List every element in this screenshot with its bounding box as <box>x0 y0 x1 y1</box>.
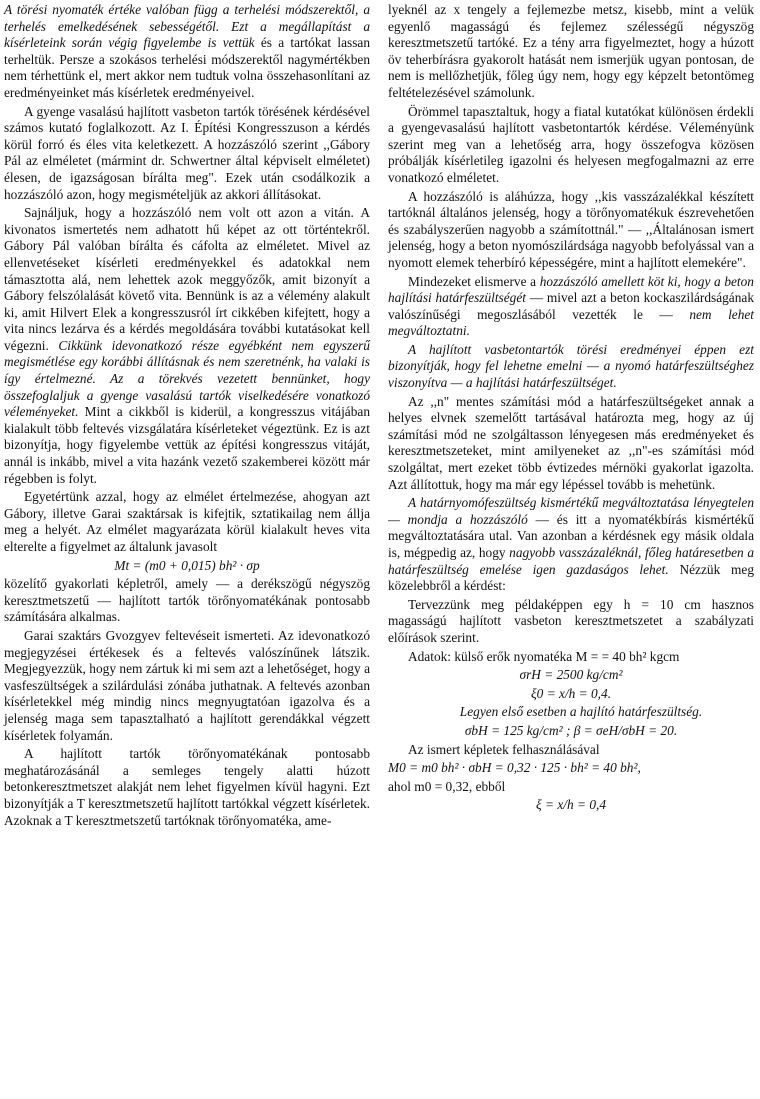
paragraph-6: Az ,,n" mentes számítási mód a határfeszültségeket annak a helyes elvnek szemelőtt tartásával határozta meg, hogy az új számítási mód ne szolgáltasson lényegesen más eredményeket és keresztmetszeteket, mint amilyeneket az ,,n"-es számítási mód szolgáltat, mert ezeket több évtizedes mérnöki gyakorlat igazolta. Azt állítottuk, hogy ma már egy lépéssel tovább is mehetünk. <box>388 393 754 492</box>
italic-text: A törési nyomaték értéke valóban függ a terhelési módszerektől, a terhelés emelkedésének sebességétől. Ezt a megállapítást a kísérleteink során végig figyelembe is vettük <box>4 2 370 51</box>
paragraph-3 <box>4 205 370 487</box>
right-column <box>388 2 754 814</box>
italic-text: Cikkünk idevonatkozó része egyébként nem egyszerű megismétlése egy korábbi állításnak és nem szeretnénk, ha valaki is így értelmezné. Az a törekvés vezetett bennünket, hogy összefoglaljuk a gyenge vasalású tartók viselkedésére vonatkozó véleményeket. <box>4 337 370 420</box>
paragraph-3: A hozzászóló is aláhúzza, hogy ,,kis vasszázalékkal készített tartóknál általános jelenség, hogy a törőnyomatékuk észrevehetően és szabályszerűen nagyobb a számítottnál." — ,,Általánosan ismert jelenség, hogy a beton nyomószilárdsága nagyobb befolyással van a nyomott elemek teherbíró képességére, mint a hajlított elemekére". <box>388 188 754 270</box>
text: és a tartókat lassan terheltük. Persze a szokásos terhelési módszerektől nagymértékben nem térhettünk el, mert akkor nem tudtuk volna összehasonlítani az eredményeinket más kísérletek eredményeivel. <box>4 35 370 100</box>
text: Mint a cikkből is kiderül, a kongresszus vitájában kialakult több feltevés vizsgálatára kísérleteket végeztünk. Ez is azt bizonyítja, hogy figyelembe vettük az építési kongresszus vitáját, annál is inkább, mivel a vita hazánk vezető szakemberei között már régebben is folyt. <box>4 404 370 486</box>
formula-xi: ξ = x/h = 0,4 <box>535 797 607 813</box>
left-column <box>4 2 370 829</box>
paragraph-2: A gyenge vasalású hajlított vasbeton tartók törésének kérdésével számos kutató foglalkozott. Az I. Építési Kongresszuson a kérdés körül forró és éles vita keletkezett. A hozzászóló szerint ,,Gábory Pál az elméletet (mármint dr. Schwertner által képviselt elméletet) élesen, de igazságosan bírálta meg". Ezek után csodálkozik a hozzászóló azon, hogy megismételjük az akkori állításokat. <box>4 103 370 202</box>
paragraph-12: ahol m0 = 0,32, ebből <box>388 778 506 794</box>
paragraph-6: Garai szaktárs Gvozgyev feltevéseit ismerteti. Az idevonatkozó megjegyzései értékesek és a feltevés valószínűnek látszik. Megjegyezzük, hogy nem zártuk ki mi sem azt a lehetőséget, hogy a vasfeszültségek a szilárdulási zónába juthatnak. A feltevés azonban kísérletekkel még mindig nincs megnyugtatóan igazolva és a jelenség maga sem tapasztalható a hajlított gerendákkal végzett kísérletek folyamán. <box>4 627 370 743</box>
text: — és itt a nyomatékbírás kismértékű megváltoztatására utal. Van azonban a kérdésnek egy másik oldala is, mégpedig az, hogy <box>388 511 754 560</box>
text: Mindezeket elismerve a <box>408 273 540 289</box>
paragraph-7 <box>388 495 754 595</box>
formula-moment: Mt = (m0 + 0,015) bh² · σp <box>114 557 260 573</box>
paragraph-1: lyeknél az x tengely a fejlemezbe metsz, kisebb, mint a velük egyenlő magasságú és fejlemez szélességű négyszög keresztmetszetű tartóké. Ez a tény arra figyelmeztet, hogy a húzott öv teherbírásra gyakorolt hatását nem ismerjük ugyan pontosan, de nem is mellőzhetjük, főleg úgy nem, hogy egy képzelt betontömeg feltételezésével számolunk. <box>388 2 754 100</box>
formula-xi0: ξ0 = x/h = 0,4. <box>530 685 612 701</box>
italic-text: nem lehet megváltoztatni. <box>388 306 755 339</box>
text: Nézzük meg közelebbről a kérdést: <box>388 561 754 594</box>
paragraph-4: Egyetértünk azzal, hogy az elmélet értelmezése, ahogyan azt Gábory, illetve Garai szaktársak is kifejtik, sztatikailag nem állja meg a helyét. Az elmélet magyarázata körül kialakult heves vita elterelte a figyelmet az általunk javasolt <box>4 489 370 554</box>
paragraph-5: A hajlított vasbetontartók törési eredményei éppen ezt bizonyítják, hogy fel lehetne emelni — a nyomó határfeszültséghez viszonyítva — a hajlítási határfeszültséget. <box>388 341 754 391</box>
formula-m0: M0 = m0 bh² · σbH = 0,32 · 125 · bh² = 40 bh², <box>388 760 641 776</box>
paragraph-11: Az ismert képletek felhasználásával <box>408 741 600 757</box>
italic-text: hozzászóló amellett köt ki, hogy a beton hajlítási határfeszültségét <box>388 273 754 306</box>
paragraph-9: Adatok: külső erők nyomatéka M = = 40 bh² kgcm <box>408 648 680 664</box>
paragraph-10: Legyen első esetben a hajlító határfeszültség. <box>459 704 703 720</box>
text: Sajnáljuk, hogy a hozzászóló nem volt ott azon a vitán. A kivonatos ismertetés nem adhatott hű képet az ott történtekről. Gábory Pál valóban bírálta és cáfolta az elméletet. Mivel az ellenvetéseket kísérleti eredményekkel és adatokkal nem támasztotta alá, nem lehettek azok meggyőzők, amit bizonyít a Gábory felszólalását követő vita. Bennünk is az a vélemény alakult ki, amit Hilvert Elek a kongresszusról írt cikkében kifejtett, hogy a vita nincs lezárva és a kérdés megoldására további kutatásokat kell végezni. <box>4 205 370 353</box>
paragraph-8: Tervezzünk meg példaképpen egy h = 10 cm hasznos magasságú hajlított vasbeton keresztmetszetet a szabályzati előírások szerint. <box>388 596 754 645</box>
text: — mivel azt a beton kockaszilárdságának valószínűségi megoszlásából vezették le — <box>388 290 754 322</box>
formula-concrete-stress: σbH = 125 kg/cm² ; β = σeH/σbH = 20. <box>464 722 678 738</box>
formula-steel-stress: σrH = 2500 kg/cm² <box>519 667 623 683</box>
paragraph-5: közelítő gyakorlati képletről, amely — a derékszögű négyszög keresztmetszetű — hajlított tartók törőnyomatékának pontosabb számítására alkalmas. <box>4 576 370 625</box>
paragraph-1 <box>4 2 370 102</box>
paragraph-2: Örömmel tapasztaltuk, hogy a fiatal kutatókat különösen érdekli a gyengevasalású hajlított vasbetontartók kérdése. Véleményünk szerint meg van a lehetőség arra, hogy összefogva közösen próbálják kísérletileg igazolni és helyesen megfogalmazni az erre vonatkozó elméletet. <box>388 103 754 185</box>
paragraph-7: A hajlított tartók törőnyomatékának pontosabb meghatározásánál a semleges tengely alatti húzott betonkeresztmetszet alakját nem lehet figyelmen kívül hagyni. Ezt bizonyítják a T keresztmetszetű hajlított tartókkal végzett kísérletek. Azoknak a T keresztmetszetű tartóknak törőnyomatéka, ame- <box>4 746 370 828</box>
italic-text: A határnyomófeszültség kismértékű megváltoztatása lényegtelen — mondja a hozzászóló <box>388 495 754 527</box>
paragraph-4 <box>388 274 754 340</box>
italic-text: nagyobb vasszázaléknál, főleg határesetben a határfeszültség emelése igen gazdaságos lehet. <box>388 545 754 577</box>
